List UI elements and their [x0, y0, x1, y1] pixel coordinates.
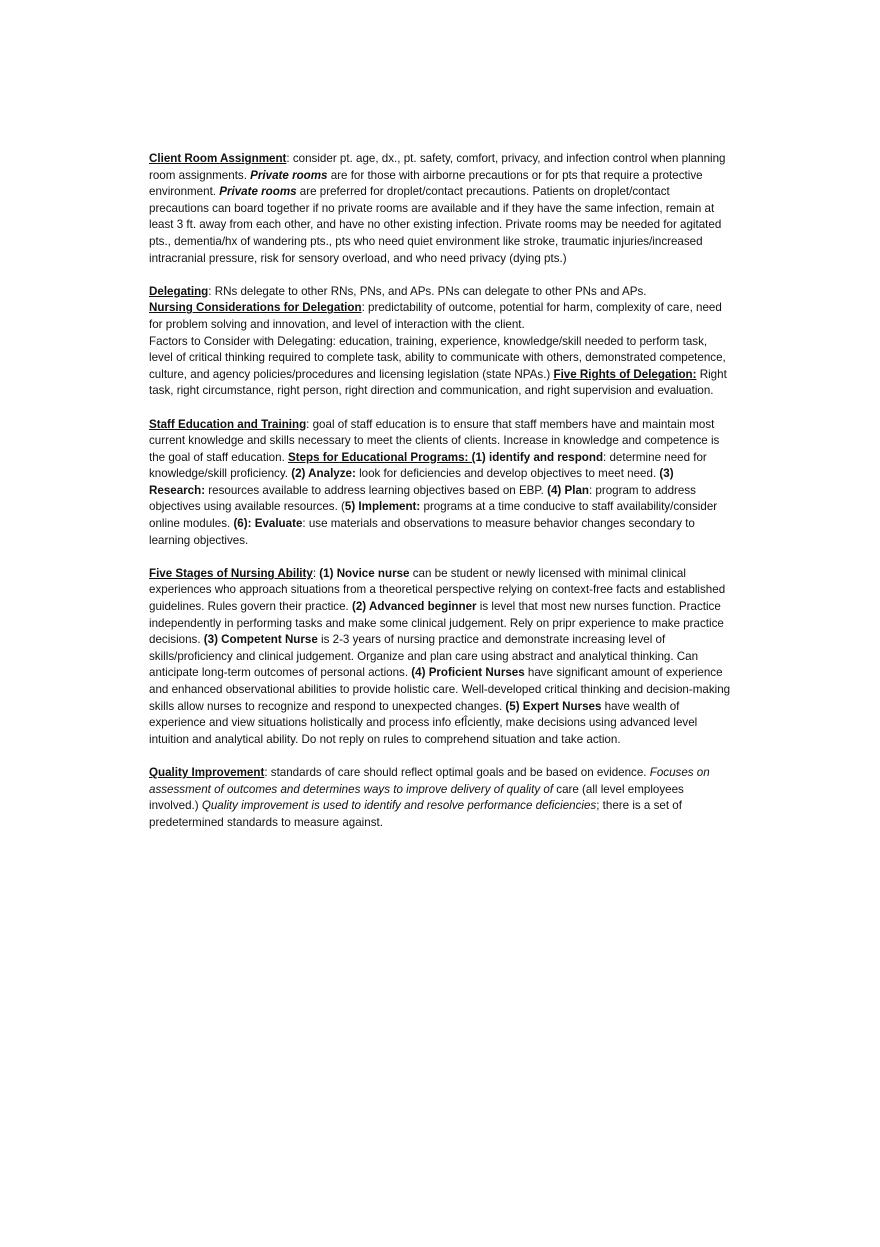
- paragraph-room-assignment: Client Room Assignment: consider pt. age, dx., pt. safety, comfort, privacy, and infection control when planning room assignments. Private rooms are for those with airborne precautions or for pts that require a protective environment. Private rooms are preferred for droplet/contact precautions. Patients on droplet/contact precautions can board together if no private rooms are available and if they have the same infection, remain at least 3 ft. away from each other, and have no other existing infection. Private rooms may be needed for agitated pts., dementia/hx of wandering pts., pts who need quiet environment like stroke, traumatic injuries/increased intracranial pressure, risk for sensory overload, and who need privacy (dying pts.): [149, 152, 726, 265]
- term-private-rooms: Private rooms: [219, 185, 297, 199]
- stage-proficient: (4) Proficient Nurses: [411, 666, 525, 680]
- heading-educational-steps: Steps for Educational Programs: (: [288, 450, 476, 464]
- paragraph-spacer: [149, 549, 732, 566]
- paragraph-staff-education: Staff Education and Training: goal of staff education is to ensure that staff members have and maintain most current knowledge and skills necessary to meet the clients of clients. Increase in knowledge and competence is the goal of staff education. Steps for Educational Programs: (1) identify and respond: determine need for knowledge/skill proficiency. (2) Analyze: look for deficiencies and develop objectives to meet need. (3) Research: resources available to address learning objectives based on EBP. (4) Plan: program to address objectives using available resources. (5) Implement: programs at a time conducive to staff availability/consider online modules. (6): Evaluate: use materials and observations to measure behavior changes secondary to learning objectives.: [149, 417, 720, 547]
- step-research: (3) Research:: [149, 467, 674, 497]
- step-analyze: (2) Analyze:: [291, 467, 356, 481]
- heading-room-assignment: Client Room Assignment: [149, 152, 287, 165]
- step-plan-number: (4): [547, 483, 565, 497]
- quality-focus-text: Focuses on assessment of outcomes and determines ways to improve delivery of quality of: [149, 765, 710, 796]
- quality-purpose-text: Quality improvement is used to identify and resolve performance deficiencies: [201, 799, 597, 813]
- step-evaluate: Evaluate: [254, 517, 303, 531]
- heading-delegating: Delegating: [149, 284, 209, 298]
- paragraph-spacer: [149, 748, 732, 765]
- heading-five-rights: Five Rights of Delegation:: [553, 367, 697, 381]
- paragraph-quality-improvement: Quality Improvement: standards of care should reflect optimal goals and be based on evidence. Focuses on assessment of outcomes and determines ways to improve delivery of quality of care (all level employees involved.) Quality improvement is used to identify and resolve performance deficiencies; there is a set of predetermined standards to measure against.: [149, 765, 710, 829]
- heading-nursing-stages: Five Stages of Nursing Ability: [149, 566, 313, 580]
- step-implement: 5) Implement:: [344, 500, 421, 514]
- heading-delegation-considerations: Nursing Considerations for Delegation: [149, 301, 362, 315]
- step-identify: 1) identify and respond: [475, 450, 604, 464]
- heading-staff-education: Staff Education and Training: [149, 417, 307, 431]
- paragraph-spacer: [149, 267, 732, 284]
- document-page: [149, 151, 732, 831]
- paragraph-delegating: Delegating: RNs delegate to other RNs, PNs, and APs. PNs can delegate to other PNs and APs.: [149, 284, 647, 298]
- paragraph-nursing-stages: Five Stages of Nursing Ability: (1) Novice nurse can be student or newly licensed with minimal clinical experiences who approach situations from a theoretical perspective relying on context-free facts and established guidelines. Rules govern their practice. (2) Advanced beginner is level that most new nurses function. Practice independently in performing tasks and make some clinical judgement. Rely on pripr experience to make practice decisions. (3) Competent Nurse is 2-3 years of nursing practice and demonstrate increasing level of skills/proficiency and clinical judgement. Organize and plan care using abstract and analytical thinking. Can anticipate long-term outcomes of personal actions. (4) Proficient Nurses have significant amount of experience and enhanced observational abilities to provide holistic care. Well-developed critical thinking and decision-making skills allow nurses to recognize and respond to unexpected changes. (5) Expert Nurses have wealth of experience and view situations holistically and process info efÎciently, make decisions using advanced level intuition and analytical ability. Do not reply on rules to comprehend situation and take action.: [149, 566, 731, 746]
- paragraph-delegation-factors: Factors to Consider with Delegating: education, training, experience, knowledge/skill needed to perform task, level of critical thinking required to complete task, ability to communicate with others, demonstrated competence, culture, and agency policies/procedures and licensing legislation (state NPAs.) Five Rights of Delegation: Right task, right circumstance, right person, right direction and communication, and right supervision and evaluation.: [149, 334, 727, 398]
- paragraph-spacer: [149, 400, 732, 417]
- paragraph-delegation-considerations: Nursing Considerations for Delegation: predictability of outcome, potential for harm, complexity of care, need for problem solving and innovation, and level of interaction with the client.: [149, 301, 722, 331]
- stage-competent: (3) Competent Nurse: [203, 633, 318, 647]
- step-evaluate-number: (6):: [233, 517, 255, 531]
- stage-novice: (1) Novice nurse: [319, 566, 410, 580]
- stage-expert: (5) Expert Nurses: [505, 699, 602, 713]
- term-private-rooms: Private rooms: [250, 168, 328, 182]
- stage-advanced-beginner: (2) Advanced beginner: [352, 600, 477, 614]
- step-plan: Plan: [564, 483, 589, 497]
- heading-quality-improvement: Quality Improvement: [149, 765, 265, 779]
